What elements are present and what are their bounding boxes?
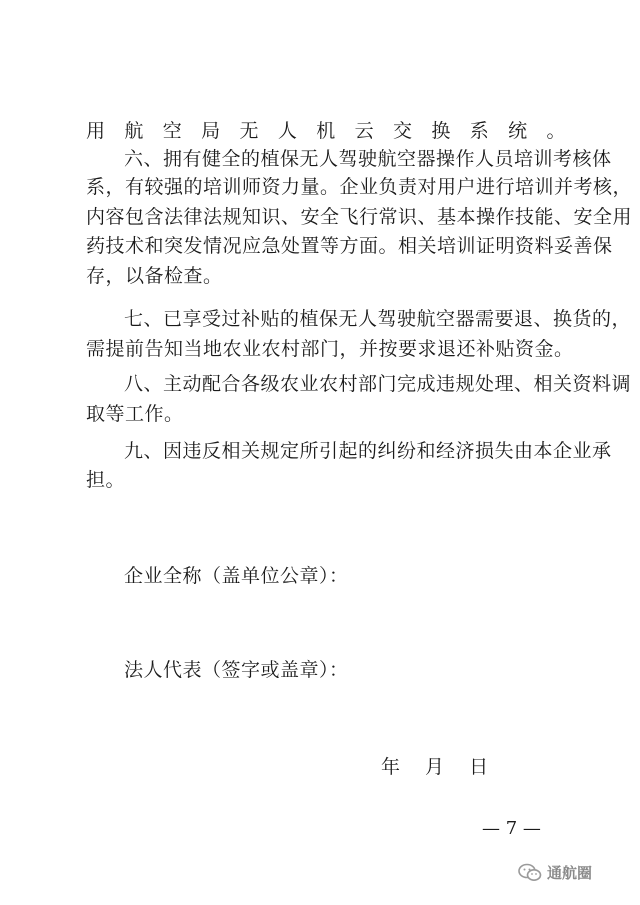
text-line: 六、拥有健全的植保无人驾驶航空器操作人员培训考核体 [124, 148, 612, 170]
text-line: 八、主动配合各级农业农村部门完成违规处理、相关资料调 [124, 373, 632, 395]
legal-representative-signature-label: 法人代表（签字或盖章）： [124, 659, 349, 681]
watermark [518, 862, 592, 883]
text-line: 系，有较强的培训师资力量。企业负责对用户进行培训并考核， [86, 176, 633, 198]
watermark-text: 通航圈 [547, 864, 593, 882]
text-line: 需提前告知当地农业农村部门，并按要求退还补贴资金。 [86, 338, 574, 360]
text-line: 七、已享受过补贴的植保无人驾驶航空器需要退、换货的， [124, 308, 632, 330]
text-line: 用航空局无人机云交换系统。 [86, 120, 566, 142]
text-line: 内容包含法律法规知识、安全飞行常识、基本操作技能、安全用 [86, 206, 633, 228]
text-line: 取等工作。 [86, 403, 184, 425]
text-line: 药技术和突发情况应急处置等方面。相关培训证明资料妥善保 [86, 235, 613, 257]
date-line: 年 月 日 [381, 756, 489, 778]
page-number: — 7 — [482, 818, 541, 839]
company-name-signature-label: 企业全称（盖单位公章）： [124, 565, 349, 587]
text-line: 担。 [86, 469, 126, 491]
text-line: 九、因违反相关规定所引起的纠纷和经济损失由本企业承 [124, 440, 612, 462]
text-line: 存，以备检查。 [86, 265, 223, 287]
wechat-icon [518, 863, 542, 883]
